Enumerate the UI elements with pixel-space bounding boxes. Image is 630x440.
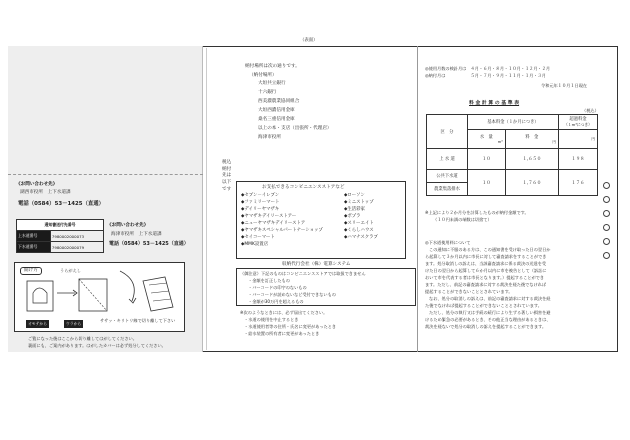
notice-line: ・給水装置の所有者に変更があったとき [244, 331, 320, 336]
header-over-unit [559, 130, 598, 149]
header-volume-label: 水 量 [479, 135, 493, 140]
cvs-item: ◆ヤマザキスペシャルパートナーショップ [241, 228, 323, 233]
row-volume: １０ [468, 170, 506, 196]
institution-item: 十六銀行 [258, 90, 277, 95]
perforation-line [8, 174, 203, 175]
punch-hole-icon [603, 224, 610, 231]
tax-note: （税込） [582, 108, 599, 113]
header-kubun: 区 分 [427, 115, 468, 149]
row-over: １７６ [559, 170, 598, 196]
header-fee-label: 料 金 [525, 134, 539, 140]
warning-line: ・金額が30万円を超えるもの [248, 299, 304, 304]
fee-table [426, 114, 598, 196]
cvs-item: ◆生活彩家 [344, 207, 365, 212]
contact1-dept: 湖西市役所 上下水道課 [20, 190, 71, 195]
notice-line: ※次のようなときには、必ず届出てください。 [240, 310, 328, 315]
section-title: ◎下水道使用料について [425, 240, 471, 245]
vertical-title: 税込納付先は以下です [222, 160, 232, 192]
cvs-item: ◆デイリーヤマザキ [241, 207, 280, 212]
unfold-sheet-icon [143, 277, 173, 311]
notice-line: 裁決を経ないで処分の取消しの訴えを提起することができます。 [425, 324, 547, 329]
cvs-item: ◆MMK設置店 [241, 242, 269, 247]
pull-hand-icon [120, 271, 136, 303]
institution-item: 大垣西濃信用金庫 [258, 108, 295, 113]
punch-hole-icon [603, 210, 610, 217]
row-fee: １,７６０ [505, 170, 558, 196]
notice-line: なお、処分の取消しの訴えは、前記の審査請求に対する裁決を経 [429, 296, 551, 301]
cvs-title: お支払できるコンビニエンスストアなど [262, 185, 345, 190]
notice-line: ら起算して３か月以内に市長に対して審査請求をすることができ [425, 254, 547, 259]
warning-line: （御注意）下記のものはコンビニエンスストアでは取扱できません [240, 271, 366, 276]
effective-date: 令和元年１０月１日現在 [541, 83, 588, 88]
row-fee: １,６５０ [505, 149, 558, 170]
institution-item: 桑名三重信用金庫 [258, 117, 295, 122]
account-table [16, 219, 104, 253]
institution-item: 海津市役所 [258, 135, 281, 140]
cvs-item: ◆ニューヤマザキデイリーストア [241, 221, 306, 226]
contact2-dept: 海津市役所 上下水道課 [111, 232, 162, 237]
hand-icon [27, 281, 53, 311]
step2-tag: ウラから [66, 321, 82, 326]
opening-label: 開け方 [20, 267, 42, 275]
notice-line: ただし、処分の執行又は手続の続行により生ずる著しい損害を避 [429, 310, 551, 315]
punch-hole-icon [603, 196, 610, 203]
notice-line: た後でなければ提起することができないこととされています。 [425, 303, 542, 308]
punch-hole-icon [603, 252, 610, 259]
table-row [427, 115, 598, 130]
table-row [427, 149, 598, 170]
notice-line: おいて市を代表する者は市長となります。）提起することができ [425, 275, 545, 280]
account-value: 7980002000079 [50, 242, 103, 253]
row-over: １９８ [559, 149, 598, 170]
opening-hint: うらがえし [60, 268, 81, 273]
cvs-item: ◆セイコーマート [241, 235, 275, 240]
cvs-item: ◆ハマナスクラブ [344, 235, 378, 240]
arrow-icon [57, 290, 77, 296]
warning-line: ・バーコードの印字のないもの [248, 285, 307, 290]
unit-yen: 円 [552, 139, 556, 144]
notice-line: けた日の翌日から起算して６か月以内に市を被告として（訴訟に [425, 268, 547, 273]
account-label: 下水道番号 [17, 242, 51, 253]
institution-item: 以上の本・支店（出張所・代理店） [258, 126, 332, 131]
warning-line: ・金額を訂正したもの [248, 278, 290, 283]
contact1-tel: 電話（0584）53－1425（直通） [18, 201, 105, 207]
footer-note: ご覧になった後はここから切り離してはがしてください。 [28, 336, 137, 341]
cvs-item: ◆ヤマザキデイリーストアー [241, 214, 297, 219]
notice-line: ます。ただし、前記の審査請求に対する裁決を経た後でなければ [425, 282, 547, 287]
notice-line: この通知に不服のある方は、この通知書を受け取った日の翌日か [429, 247, 551, 252]
footer-note-2: 裏面にも、ご案内があります。はがしたカバーは必ず処分してください。 [28, 343, 166, 348]
row-volume: １０ [468, 149, 506, 170]
table-row [17, 231, 104, 242]
warning-line: ・バーコードが読めないなど受付できないもの [248, 292, 336, 297]
pull-instruction: ササッ・キリトリ線で切り離して下さい [100, 318, 176, 323]
collection-agent-label: 収納代行会社（株）電算システム [282, 262, 351, 267]
cvs-item: ◆ローソン [344, 193, 365, 198]
header-fee [505, 130, 558, 149]
unit-m3: m³ [497, 140, 503, 144]
column-divider [206, 48, 207, 350]
header-over [559, 115, 598, 130]
institution-item: 大垣共立銀行 [258, 81, 286, 86]
contact2-tel: 電話（0584）53－1425（直通） [109, 241, 189, 247]
flip-card-icon [79, 279, 107, 311]
notice-line: ます。処分取消しの訴えは、当該審査請求に係る裁決の送達を受 [425, 261, 547, 266]
notice-line: ・水道の使用を中止するとき [244, 317, 299, 322]
account-label: 上水道番号 [17, 231, 51, 242]
notice-line: 提起することができないこととされています。 [425, 289, 513, 294]
institution-item: 西美濃農業協同組合 [258, 99, 300, 104]
cvs-item: ◆くらしハウス [344, 228, 374, 233]
unit-yen: 円 [591, 136, 595, 141]
cvs-item: ◆セブン－イレブン [241, 193, 280, 198]
contact2-title: 《お問い合わせ先》 [107, 223, 149, 228]
header-basic: 基本料金（１か月につき） [468, 115, 559, 130]
account-value: 7980002000073 [50, 231, 103, 242]
table-row [17, 242, 104, 253]
header-volume [468, 130, 506, 149]
punch-hole-icon [603, 238, 610, 245]
fee-table-title: 料 金 計 算 の 基 準 表 [469, 101, 520, 106]
contact1-title: 《お問い合わせ先》 [16, 182, 58, 187]
header-over-sub: （１m³につき） [564, 122, 592, 127]
notice-line: けるため緊急の必要があるとき、その他正当な理由があるときは、 [425, 317, 551, 322]
fee-note: （１０円未満の端数は切捨て） [433, 217, 492, 222]
cvs-item: ◆ファミリーマート [241, 200, 280, 205]
notice-line: ・水道使用者等の住所・氏名に変更があったとき [244, 324, 337, 329]
account-table-title: 通知書送付先番号 [17, 220, 104, 231]
cvs-item: ◆ポプラ [344, 214, 361, 219]
cvs-item: ◆スリーエイト [344, 221, 374, 226]
punch-hole-icon [603, 182, 610, 189]
row-name: 農業集落排水 [427, 183, 468, 196]
institutions-label: （納付場所） [249, 73, 277, 78]
payment-intro: 納付場所は次の通りです。 [245, 64, 300, 69]
table-row [427, 170, 598, 183]
step1-tag: オモテから [28, 321, 47, 326]
schedule-line: ◎納付月は ５月・７月・９月・１１月・１月・３月 [425, 73, 546, 78]
row-name: 上 水 道 [427, 149, 468, 170]
cvs-item: ◆ミニストップ [344, 200, 374, 205]
schedule-line: ◎使用月数の検針月は ４月・６月・８月・１０月・１２月・２月 [425, 66, 551, 71]
fee-note: ※上記により２か月分を計算したものが納付金額です。 [425, 210, 529, 215]
page-header: （表面） [300, 38, 318, 43]
header-over-label: 超過料金 [569, 117, 587, 122]
row-name: 公共下水道 [427, 170, 468, 183]
